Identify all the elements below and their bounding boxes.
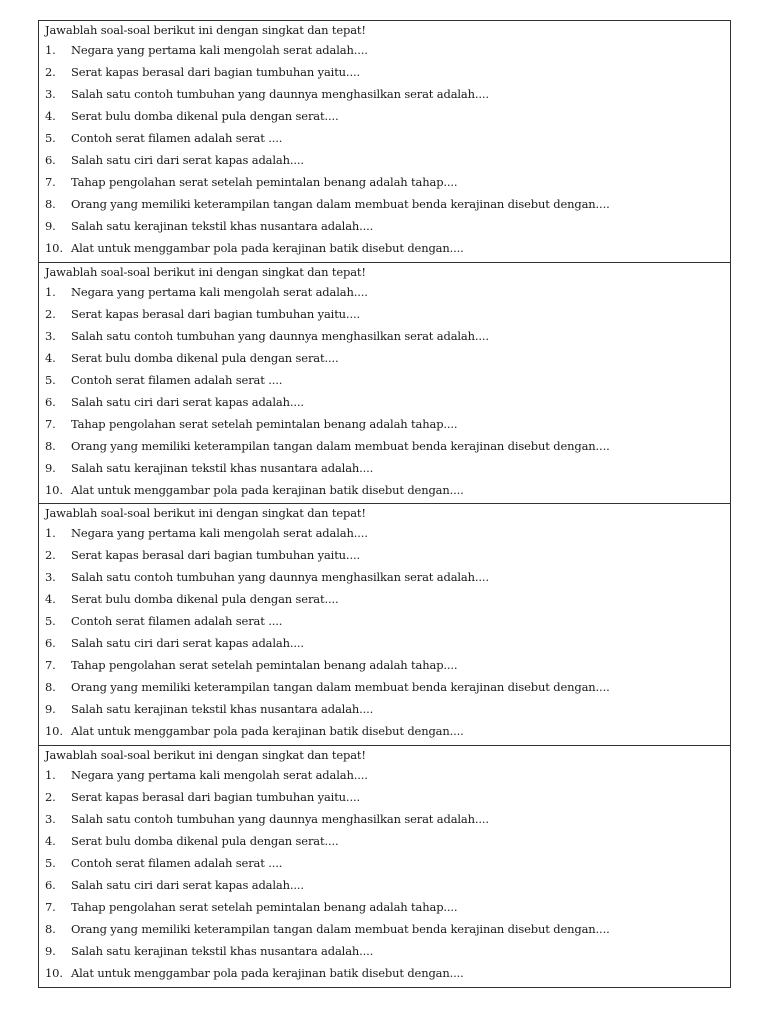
question-number: 6. [45,394,56,409]
question-item [45,720,730,742]
question-item [45,918,730,940]
question-number: 7. [45,658,56,672]
question-number: 9. [45,702,56,716]
question-item [45,237,730,259]
question-text: Tahap pengolahan serat setelah pemintalan benang adalah tahap.... [71,416,458,431]
question-number: 9. [45,943,56,958]
question-text: Salah satu ciri dari serat kapas adalah.... [71,394,304,409]
question-item [45,852,730,874]
question-text: Alat untuk menggambar pola pada kerajinan batik disebut dengan.... [71,724,464,738]
question-text: Orang yang memiliki keterampilan tangan dalam membuat benda kerajinan disebut dengan.... [71,197,610,211]
question-number: 10. [45,965,63,980]
question-text: Salah satu kerajinan tekstil khas nusantara adalah.... [71,702,374,716]
question-item [45,281,730,303]
question-item [45,479,730,501]
question-item [45,676,730,698]
question-number: 6. [45,877,56,892]
question-item [45,522,730,544]
question-text: Tahap pengolahan serat setelah pemintalan benang adalah tahap.... [71,175,458,189]
question-text: Salah satu contoh tumbuhan yang daunnya menghasilkan serat adalah.... [71,87,489,101]
question-item [45,808,730,830]
question-number: 3. [45,811,56,826]
question-item [45,588,730,610]
question-text: Contoh serat filamen adalah serat .... [71,614,283,628]
question-item [45,127,730,149]
question-text: Salah satu kerajinan tekstil khas nusantara adalah.... [71,219,374,233]
instruction-text: Jawablah soal-soal berikut ini dengan singkat dan tepat! [45,506,366,520]
question-item [45,105,730,127]
question-text: Serat bulu domba dikenal pula dengan serat.... [71,592,339,606]
question-item [45,149,730,171]
question-text: Salah satu contoh tumbuhan yang daunnya menghasilkan serat adalah.... [71,570,489,584]
question-number: 10. [45,482,63,497]
question-text: Alat untuk menggambar pola pada kerajinan batik disebut dengan.... [71,965,464,980]
question-text: Orang yang memiliki keterampilan tangan dalam membuat benda kerajinan disebut dengan.... [71,438,610,453]
question-item [45,544,730,566]
question-text: Contoh serat filamen adalah serat .... [71,131,283,145]
question-item [45,874,730,896]
question-text: Contoh serat filamen adalah serat .... [71,855,283,870]
question-item [45,610,730,632]
question-number: 2. [45,306,56,321]
question-number: 3. [45,570,56,584]
question-box-2 [39,263,730,505]
question-number: 4. [45,833,56,848]
question-number: 8. [45,921,56,936]
question-number: 2. [45,789,56,804]
question-number: 1. [45,43,56,57]
instruction-text: Jawablah soal-soal berikut ini dengan singkat dan tepat! [45,747,366,762]
question-item [45,830,730,852]
question-text: Alat untuk menggambar pola pada kerajinan batik disebut dengan.... [71,241,464,255]
question-item [45,435,730,457]
question-text: Orang yang memiliki keterampilan tangan dalam membuat benda kerajinan disebut dengan.... [71,680,610,694]
question-number: 9. [45,460,56,475]
question-number: 1. [45,284,56,299]
question-number: 3. [45,328,56,343]
question-item [45,786,730,808]
question-item [45,171,730,193]
question-text: Serat kapas berasal dari bagian tumbuhan yaitu.... [71,306,360,321]
question-number: 2. [45,65,56,79]
question-item [45,896,730,918]
question-text: Orang yang memiliki keterampilan tangan dalam membuat benda kerajinan disebut dengan.... [71,921,610,936]
question-number: 7. [45,899,56,914]
question-item [45,457,730,479]
question-item [45,193,730,215]
question-text: Negara yang pertama kali mengolah serat adalah.... [71,43,368,57]
question-number: 7. [45,175,56,189]
question-number: 4. [45,350,56,365]
question-text: Alat untuk menggambar pola pada kerajinan batik disebut dengan.... [71,482,464,497]
question-text: Salah satu ciri dari serat kapas adalah.... [71,153,304,167]
question-text: Tahap pengolahan serat setelah pemintalan benang adalah tahap.... [71,658,458,672]
question-item [45,566,730,588]
question-list [45,522,730,742]
question-item [45,83,730,105]
question-number: 4. [45,592,56,606]
question-text: Serat kapas berasal dari bagian tumbuhan yaitu.... [71,789,360,804]
question-text: Salah satu contoh tumbuhan yang daunnya menghasilkan serat adalah.... [71,811,489,826]
question-number: 9. [45,219,56,233]
question-text: Serat kapas berasal dari bagian tumbuhan yaitu.... [71,65,360,79]
question-text: Salah satu contoh tumbuhan yang daunnya menghasilkan serat adalah.... [71,328,489,343]
instruction-text: Jawablah soal-soal berikut ini dengan singkat dan tepat! [45,23,366,37]
question-number: 6. [45,153,56,167]
question-number: 5. [45,855,56,870]
question-box-1 [39,21,730,263]
question-number: 10. [45,724,63,738]
question-text: Salah satu kerajinan tekstil khas nusantara adalah.... [71,460,374,475]
question-number: 5. [45,372,56,387]
question-number: 6. [45,636,56,650]
question-list [45,764,730,984]
question-text: Salah satu ciri dari serat kapas adalah.... [71,877,304,892]
question-item [45,391,730,413]
question-number: 10. [45,241,63,255]
question-item [45,940,730,962]
question-item [45,39,730,61]
question-text: Contoh serat filamen adalah serat .... [71,372,283,387]
question-number: 8. [45,680,56,694]
question-number: 7. [45,416,56,431]
question-item [45,347,730,369]
question-text: Serat kapas berasal dari bagian tumbuhan yaitu.... [71,548,360,562]
worksheet [38,20,731,988]
question-item [45,303,730,325]
question-item [45,764,730,786]
question-item [45,962,730,984]
question-number: 5. [45,131,56,145]
question-text: Negara yang pertama kali mengolah serat adalah.... [71,526,368,540]
question-item [45,215,730,237]
question-text: Salah satu ciri dari serat kapas adalah.... [71,636,304,650]
question-item [45,369,730,391]
question-text: Serat bulu domba dikenal pula dengan serat.... [71,350,339,365]
question-item [45,61,730,83]
question-number: 3. [45,87,56,101]
question-number: 2. [45,548,56,562]
question-item [45,632,730,654]
question-item [45,413,730,435]
question-text: Salah satu kerajinan tekstil khas nusantara adalah.... [71,943,374,958]
question-box-3 [39,504,730,746]
question-list [45,39,730,259]
question-box-4 [39,746,730,988]
question-number: 1. [45,526,56,540]
question-list [45,281,730,501]
question-text: Negara yang pertama kali mengolah serat adalah.... [71,284,368,299]
question-number: 8. [45,438,56,453]
question-item [45,698,730,720]
question-text: Tahap pengolahan serat setelah pemintalan benang adalah tahap.... [71,899,458,914]
question-text: Negara yang pertama kali mengolah serat adalah.... [71,767,368,782]
question-item [45,325,730,347]
question-item [45,654,730,676]
question-text: Serat bulu domba dikenal pula dengan serat.... [71,109,339,123]
question-number: 4. [45,109,56,123]
question-number: 5. [45,614,56,628]
question-text: Serat bulu domba dikenal pula dengan serat.... [71,833,339,848]
instruction-text: Jawablah soal-soal berikut ini dengan singkat dan tepat! [45,264,366,279]
question-number: 1. [45,767,56,782]
question-number: 8. [45,197,56,211]
